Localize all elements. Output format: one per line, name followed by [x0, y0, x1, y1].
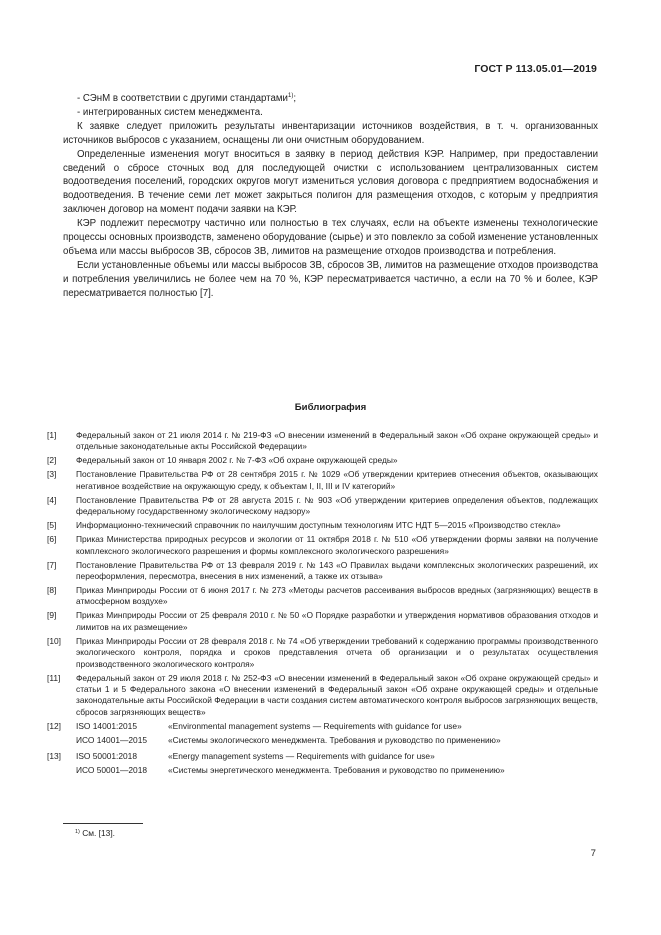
standard-title: «Системы энергетического менеджмента. Требования и руководство по применению» — [168, 765, 505, 776]
bibliography-entry — [47, 469, 598, 492]
standard-code: ИСО 50001—2018 — [76, 765, 148, 776]
footnote-ref: 1) — [287, 93, 294, 99]
entry-number: [6] — [47, 534, 57, 545]
bibliography-standard-entry — [47, 721, 598, 749]
entry-number: [10] — [47, 635, 61, 646]
bibliography-entry — [47, 534, 598, 557]
entry-number: [9] — [47, 610, 57, 621]
bibliography-title: Библиография — [294, 402, 367, 413]
entry-text: Постановление Правительства РФ от 28 сентября 2015 г. № 1029 «Об утверждении критериев отнесения объектов, оказывающих негативное воздействие на окружающую среду, к объектам I, II, III и IV категорий» — [76, 469, 598, 491]
footnote — [75, 828, 115, 838]
paragraph: Если установленные объемы или массы выбросов ЗВ, сбросов ЗВ, лимитов на размещение отходов производства и потребления увеличились не более чем на 70 %, КЭР пересматривается частично, а если на 70 % и более, КЭР пересматривается полностью [7]. — [63, 259, 598, 299]
bibliography-entry — [47, 610, 598, 633]
entry-number: [5] — [47, 520, 57, 531]
entry-text: Федеральный закон от 21 июля 2014 г. № 219-ФЗ «О внесении изменений в Федеральный закон «Об охране окружающей среды» и отдельные законодательные акты Российской Федерации» — [76, 430, 598, 452]
paragraph: К заявке следует приложить результаты инвентаризации источников воздействия, в т. ч. организованных источников выбросов с указанием, оснащены ли они очистным оборудованием. — [63, 120, 598, 146]
entry-text: Приказ Минприроды России от 6 июня 2017 г. № 273 «Методы расчетов рассеивания выбросов вредных (загрязняющих) веществ в атмосферном воздухе» — [76, 585, 598, 607]
entry-number: [11] — [47, 672, 61, 683]
entry-number: [4] — [47, 494, 57, 505]
standard-line — [76, 751, 598, 762]
document-code-header: ГОСТ Р 113.05.01—2019 — [474, 63, 597, 75]
bibliography-list — [47, 430, 598, 782]
footnote-mark: 1) — [75, 829, 80, 835]
bibliography-standard-entry — [47, 751, 598, 779]
entry-text: Информационно-технический справочник по наилучшим доступным технологиям ИТС НДТ 5—2015 «Производство стекла» — [76, 520, 561, 531]
standard-code: ИСО 14001—2015 — [76, 734, 148, 745]
bibliography-entry — [47, 430, 598, 453]
standard-line — [76, 735, 598, 746]
list-item — [63, 92, 598, 106]
standard-line — [76, 721, 598, 732]
bibliography-entry — [47, 455, 598, 466]
entry-text: Федеральный закон от 29 июля 2018 г. № 252-ФЗ «О внесении изменений в Федеральный закон «Об охране окружающей среды» и статьи 1 и 5 Федерального закона «О внесении изменений в Федеральный закон «Об охране окружающей среды» и отдельные законодательные акты Российской Федерации в части создания систем автоматического контроля выбросов загрязняющих веществ, сбросов загрязняющих веществ» — [76, 672, 598, 717]
main-text — [63, 92, 598, 301]
list-item-text: - СЭнМ в соответствии с другими стандартами — [77, 93, 288, 104]
entry-number: [2] — [47, 455, 57, 466]
entry-text: Приказ Минприроды России от 28 февраля 2018 г. № 74 «Об утверждении требований к содержанию программы производственного экологического контроля, порядка и сроков представления отчета об организации и о результатах осуществления производственного экологического контроля» — [76, 635, 598, 669]
standard-line — [76, 765, 598, 776]
standard-code: ISO 14001:2015 — [76, 720, 138, 731]
bibliography-entry — [47, 495, 598, 518]
bibliography-entry — [47, 636, 598, 670]
bibliography-entry — [47, 560, 598, 583]
entry-number: [8] — [47, 585, 57, 596]
list-item: - интегрированных систем менеджмента. — [77, 106, 263, 118]
entry-text: Приказ Министерства природных ресурсов и экологии от 11 октября 2018 г. № 510 «Об утверждении формы заявки на получение комплексного экологического разрешения и формы комплексного экологического разрешения» — [76, 534, 598, 556]
standard-code: ISO 50001:2018 — [76, 751, 138, 762]
standard-pair — [76, 721, 598, 749]
entry-text: Федеральный закон от 10 января 2002 г. № 7-ФЗ «Об охране окружающей среды» — [76, 455, 398, 466]
entry-text: Постановление Правительства РФ от 28 августа 2015 г. № 903 «Об утверждении критериев определения объектов, подлежащих федеральному государственному экологическому надзору» — [76, 494, 598, 517]
standard-pair — [76, 751, 598, 779]
entry-number: [13] — [47, 751, 61, 762]
bibliography-entry — [47, 585, 598, 608]
footnote-text: См. [13]. — [82, 828, 115, 838]
entry-text: Постановление Правительства РФ от 13 февраля 2019 г. № 143 «О Правилах выдачи комплексных экологических разрешений, их переоформления, пересмотра, внесения в них изменений, а также их отзыва» — [76, 559, 598, 582]
entry-number: [1] — [47, 430, 57, 440]
page-number: 7 — [590, 848, 596, 859]
entry-number: [3] — [47, 469, 57, 480]
list-item-end: ; — [293, 93, 297, 104]
standard-title: «Системы экологического менеджмента. Требования и руководство по применению» — [168, 734, 501, 745]
bibliography-entry — [47, 520, 598, 531]
standard-title: «Environmental management systems — Requirements with guidance for use» — [168, 720, 462, 731]
paragraph: КЭР подлежит пересмотру частично или полностью в тех случаях, если на объекте изменены технологические процессы основных производств, заменено оборудование (сырье) и это повлекло за собой изменение установленных объема или массы выбросов ЗВ, сбросов ЗВ, лимитов на размещение отходов производства и потребления. — [63, 218, 598, 257]
standard-title: «Energy management systems — Requirements with guidance for use» — [168, 751, 435, 762]
footnote-separator — [63, 823, 143, 824]
entry-text: Приказ Минприроды России от 25 февраля 2010 г. № 50 «О Порядке разработки и утверждения нормативов образования отходов и лимитов на их размещение» — [76, 610, 598, 632]
entry-number: [12] — [47, 720, 61, 731]
bibliography-entry — [47, 673, 598, 719]
paragraph: Определенные изменения могут вноситься в заявку в период действия КЭР. Например, при предоставлении сведений о сбросе сточных вод для последующей очистки с использованием централизованных систем водоотведения поселений, городских округов могут измениться условия договора с предприятием водоснабжения и водоотведения. В течение семи лет может закрыться полигон для размещения отходов, с которым у предприятия заключен договор на момент подачи заявки на КЭР. — [63, 148, 598, 216]
entry-number: [7] — [47, 559, 57, 570]
